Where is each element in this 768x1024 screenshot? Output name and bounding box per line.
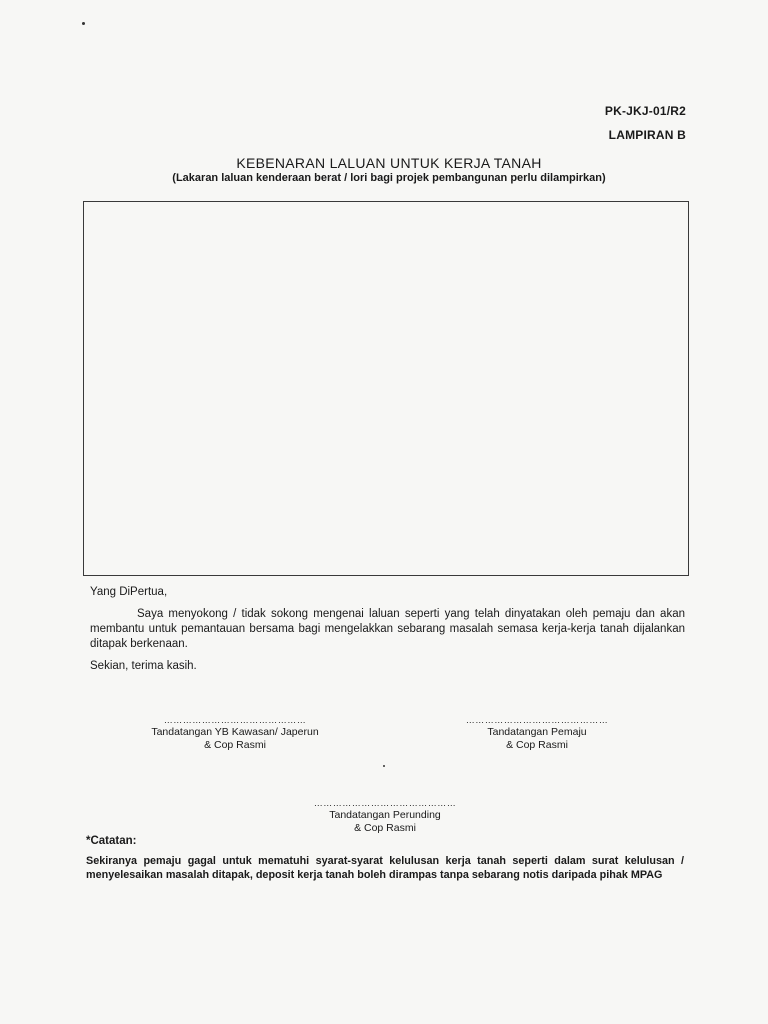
- signature-yb: [130, 714, 340, 752]
- signature-label: Tandatangan Pemaju: [487, 726, 587, 738]
- signature-label: Tandatangan YB Kawasan/ Japerun: [151, 726, 319, 738]
- signature-stamp-label: & Cop Rasmi: [506, 739, 568, 751]
- scan-speck: [82, 22, 85, 25]
- signature-perunding: [280, 797, 490, 835]
- signature-line: ………………………………………: [313, 798, 457, 808]
- signature-line: ………………………………………: [163, 715, 307, 725]
- page-title: KEBENARAN LALUAN UNTUK KERJA TANAH: [236, 155, 542, 171]
- scan-speck: [383, 765, 385, 767]
- sketch-box: [83, 201, 689, 576]
- page-subtitle: (Lakaran laluan kenderaan berat / lori bagi projek pembangunan perlu dilampirkan): [172, 172, 606, 184]
- signature-line: ………………………………………: [465, 715, 609, 725]
- signature-pemaju: [432, 714, 642, 752]
- letter-body-text: Saya menyokong / tidak sokong mengenai laluan seperti yang telah dinyatakan oleh pemaju dan akan membantu untuk pemantauan bersama bagi mengelakkan sebarang masalah semasa kerja-kerja tanah dijalankan ditapak berkenaan.: [90, 608, 685, 650]
- signature-stamp-label: & Cop Rasmi: [354, 822, 416, 834]
- signature-label: Tandatangan Perunding: [329, 809, 441, 821]
- closing: Sekian, terima kasih.: [90, 660, 197, 672]
- form-code: PK-JKJ-01/R2: [604, 104, 686, 118]
- note-label: *Catatan:: [86, 835, 137, 847]
- letter-body: [90, 607, 685, 652]
- appendix-label: LAMPIRAN B: [608, 128, 686, 142]
- note-text: Sekiranya pemaju gagal untuk mematuhi syarat-syarat kelulusan kerja tanah seperti dalam surat kelulusan / menyelesaikan masalah ditapak, deposit kerja tanah boleh dirampas tanpa sebarang notis daripada pihak MPAG: [86, 855, 684, 881]
- salutation: Yang DiPertua,: [90, 586, 168, 598]
- signature-stamp-label: & Cop Rasmi: [204, 739, 266, 751]
